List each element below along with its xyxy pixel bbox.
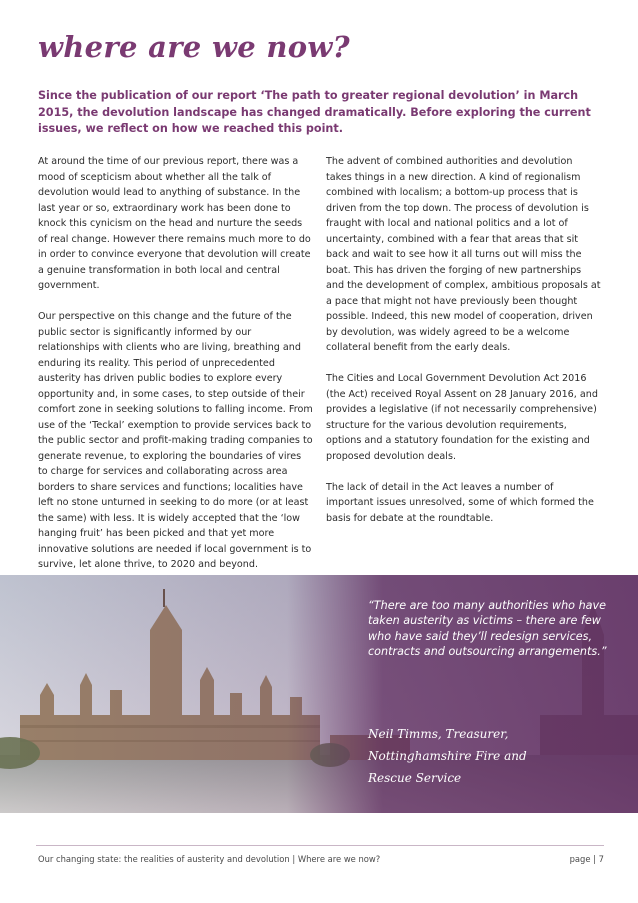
- right-column: [326, 154, 601, 542]
- pullquote-text: “There are too many authorities who have taken austerity as victims – there are few who have said they’ll redesign services, contracts and outsourcing arrangements.”: [368, 599, 607, 659]
- left-column: [38, 154, 313, 588]
- left-paragraph-2: Our perspective on this change and the future of the public sector is significantly informed by our relationships with clients who are living, breathing and enduring its reality. This period of unprecedented austerity has driven public bodies to explore every opportunity and, in some cases, to step outside of their comfort zone in seeking solutions to falling income. From use of the ‘Teckal’ exemption to provide services back to the public sector and profit-making trading companies to generate revenue, to exploring the boundaries of vires to charge for services and collaborating across area borders to share services and functions; localities have left no stone unturned in seeking to do more (or at least the same) with less. It is widely accepted that the ‘low hanging fruit’ has been picked and that yet more innovative solutions are needed if local government is to survive, let alone thrive, to 2020 and beyond.: [38, 311, 313, 570]
- footer-divider: [36, 845, 604, 846]
- right-paragraph-2: The Cities and Local Government Devolution Act 2016 (the Act) received Royal Assent on 28 January 2016, and provides a legislative (if not necessarily comprehensive) structure for the various devolution requirements, options and a statutory foundation for the existing and proposed devolution deals.: [326, 373, 598, 462]
- page-title: where are we now?: [38, 30, 350, 64]
- pullquote-attribution: [368, 723, 548, 789]
- attribution-line-1: Neil Timms, Treasurer,: [368, 727, 509, 741]
- right-paragraph-3: The lack of detail in the Act leaves a number of important issues unresolved, some of which formed the basis for debate at the roundtable.: [326, 481, 594, 524]
- page-number: page | 7: [569, 854, 604, 864]
- attribution-line-3: Rescue Service: [368, 771, 462, 785]
- footer-title: Our changing state: the realities of austerity and devolution | Where are we now?: [38, 854, 381, 864]
- attribution-line-2: Nottinghamshire Fire and: [368, 749, 527, 763]
- left-paragraph-1: At around the time of our previous report, there was a mood of scepticism about whether all the talk of devolution would lead to anything of substance. In the last year or so, extraordinary work has been done to knock this cynicism on the head and nurture the seeds of real change. However there remains much more to do in order to convince everyone that devolution will create a genuine transformation in both local and central government.: [38, 156, 311, 291]
- intro-paragraph: Since the publication of our report ‘The path to greater regional devolution’ in March 2015, the devolution landscape has changed dramatically. Before exploring the current issues, we reflect on how we reached this point.: [38, 89, 591, 135]
- right-paragraph-1: The advent of combined authorities and devolution takes things in a new direction. A kind of regionalism combined with localism; a bottom-up process that is driven from the top down. The process of devolution is fraught with local and national politics and a lot of uncertainty, combined with a fear that areas that sit back and wait to see how it all turns out will miss the boat. This has driven the forging of new partnerships and the development of complex, ambitious proposals at a pace that might not have previously been thought possible. Indeed, this new model of cooperation, driven by devolution, was widely agreed to be a welcome collateral benefit from the early deals.: [326, 156, 601, 353]
